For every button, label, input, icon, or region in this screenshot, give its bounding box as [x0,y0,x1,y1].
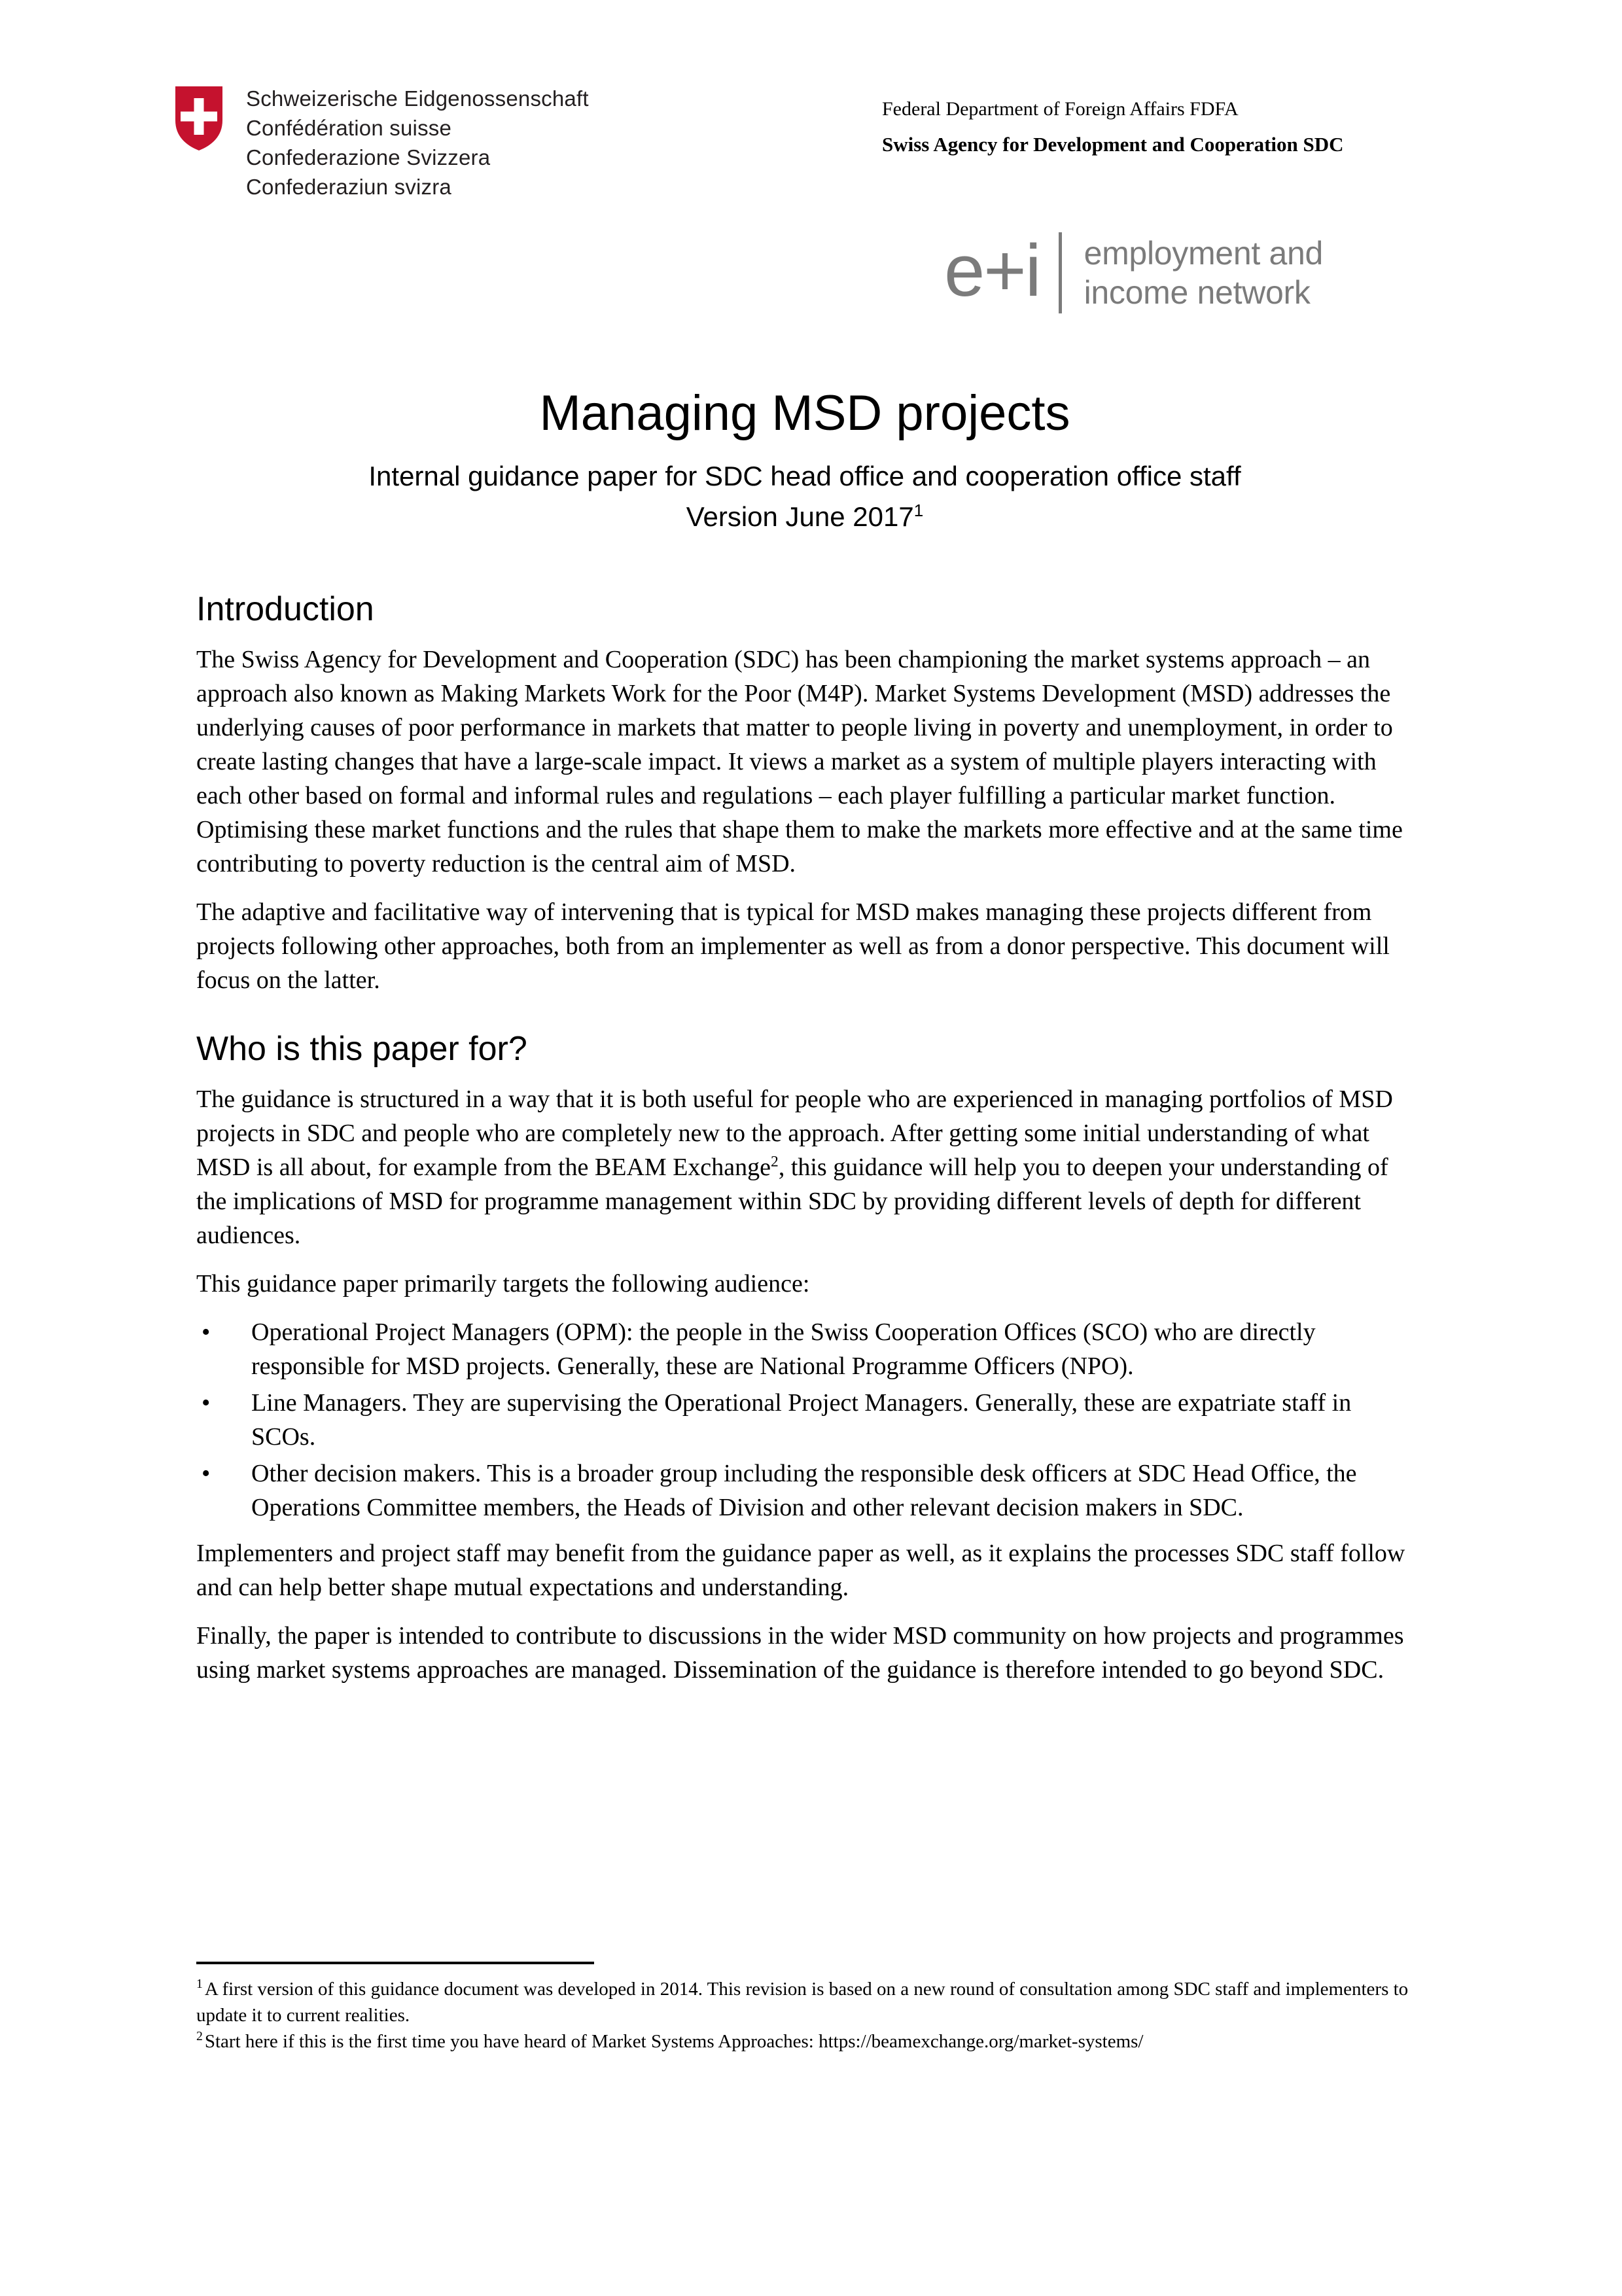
footnote-2-number: 2 [196,2029,203,2044]
list-item [196,1386,1415,1454]
bullet-icon: • [202,1460,211,1487]
swiss-confederation-logo [175,84,589,202]
page-subtitle: Internal guidance paper for SDC head office and cooperation office staff [368,461,1241,491]
introduction-paragraph-1: The Swiss Agency for Development and Cooperation (SDC) has been championing the market systems approach – an approach also known as Making Markets Work for the Poor (M4P). Market Systems Development (MSD) addresses the underlying causes of poor performance in markets that matter to people living in poverty and unemployment, in order to create lasting changes that have a large-scale impact. It views a market as a system of multiple players interacting with each other based on formal and informal rules and regulations – each player fulfilling a particular market function. Optimising these market functions and the rules that shape them to make the markets more effective and at the same time contributing to poverty reduction is the central aim of MSD. [196,646,1403,877]
document-header [0,0,1622,340]
heading-who-is-this-paper-for: Who is this paper for? [196,1030,527,1068]
swiss-logo-line-de: Schweizerische Eidgenossenschaft [246,86,589,111]
footnote-1-text: A first version of this guidance document was developed in 2014. This revision is based on a new round of consultation among SDC staff and implementers to update it to current realities. [196,1979,1409,2026]
eti-divider [1059,232,1062,313]
closing-paragraph-2: Finally, the paper is intended to contribute to discussions in the wider MSD community on how projects and programmes using market systems approaches are managed. Dissemination of the guidance is therefore intended to go beyond SDC. [196,1622,1404,1684]
page-title: Managing MSD projects [539,385,1070,441]
eti-wordmark: e+i [944,230,1040,311]
heading-introduction: Introduction [196,590,374,628]
footnote-separator [196,1962,594,1964]
swiss-logo-line-fr: Confédération suisse [246,116,452,140]
introduction-paragraph-2: The adaptive and facilitative way of intervening that is typical for MSD makes managing these projects different from projects following other approaches, both from an implementer as well as from a donor perspective. This document will focus on the latter. [196,898,1390,994]
audience-intro: This guidance paper primarily targets the following audience: [196,1270,810,1298]
list-item [196,1315,1415,1383]
closing-paragraph-1: Implementers and project staff may benefit from the guidance paper as well, as it explains the processes SDC staff follow and can help better shape mutual expectations and understanding. [196,1540,1405,1601]
footnote-section [196,1962,1415,2055]
bullet-icon: • [202,1389,211,1417]
swiss-coat-of-arms-icon [175,86,222,150]
footnote-1 [196,1976,1415,2028]
list-item-text: Operational Project Managers (OPM): the people in the Swiss Cooperation Offices (SCO) who are directly responsible for MSD projects. Generally, these are National Programme Officers (NPO). [251,1318,1316,1380]
department-block [882,96,1344,158]
eti-tagline-line1: employment and [1084,235,1324,272]
page-version [196,499,1413,535]
footnote-1-number: 1 [196,1977,203,1992]
bullet-icon: • [202,1318,211,1346]
agency-name: Swiss Agency for Development and Cooperation SDC [882,133,1344,156]
swiss-logo-line-it: Confederazione Svizzera [246,145,491,169]
swiss-logo-text [246,84,589,202]
list-item-text: Other decision makers. This is a broader group including the responsible desk officers at SDC Head Office, the Operations Committee members, the Heads of Division and other relevant decision makers in SDC. [251,1460,1357,1521]
department-name: Federal Department of Foreign Affairs FDFA [882,98,1239,120]
list-item [196,1457,1415,1525]
footnote-2-text: Start here if this is the first time you have heard of Market Systems Approaches: https://beamexchange.org/market-systems/ [204,2031,1144,2052]
audience-paragraph-1-part1: The guidance is structured in a way that it is both useful for people who are experienced in managing portfolios of MSD projects in SDC and people who are completely new to the approach. After getting some initial understanding of what MSD is all about, for example from the BEAM Exchange [196,1086,1393,1181]
document-body [196,589,1415,1701]
audience-paragraph-1 [196,1082,1415,1252]
version-text: Version June 2017 [686,501,914,532]
eti-tagline [1084,234,1323,312]
title-block [196,383,1413,535]
swiss-logo-line-rm: Confederaziun svizra [246,175,451,199]
list-item-text: Line Managers. They are supervising the Operational Project Managers. Generally, these are expatriate staff in SCOs. [251,1389,1352,1451]
audience-paragraph-1-part2: , this guidance will help you to deepen your understanding of the implications of MSD for programme management within SDC by providing different levels of depth for different audiences. [196,1154,1388,1249]
eti-network-logo [944,230,1323,315]
footnote-2 [196,2028,1415,2055]
beam-exchange-footnote-marker: 2 [771,1153,779,1171]
version-footnote-marker: 1 [913,501,924,520]
audience-list [196,1315,1415,1525]
eti-tagline-line2: income network [1084,274,1311,311]
